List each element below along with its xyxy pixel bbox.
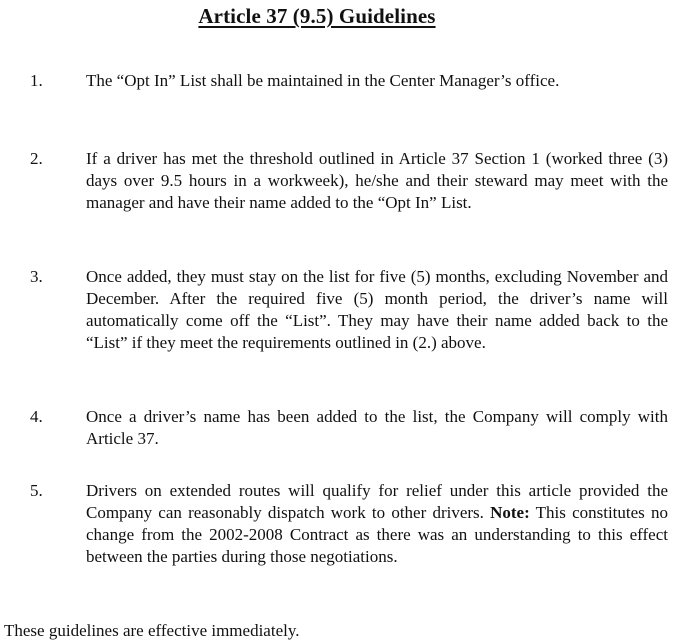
footer-text: These guidelines are effective immediately. (4, 621, 300, 640)
document-title: Article 37 (9.5) Guidelines (198, 4, 436, 28)
item-text: Once a driver’s name has been added to the list, the Company will comply with Article 37. (86, 407, 668, 448)
item-number: 3. (30, 267, 43, 286)
item-text-before-note: Drivers on extended routes will qualify for relief under this article provided the Company can reasonably dispatch work to other drivers. (86, 481, 668, 522)
item-number: 4. (30, 407, 43, 426)
item-text: If a driver has met the threshold outlined in Article 37 Section 1 (worked three (3) days over 9.5 hours in a workweek), he/she and their steward may meet with the manager and have their name added to the “Opt In” List. (86, 149, 668, 212)
note-label: Note: (490, 503, 530, 522)
item-number: 1. (30, 71, 43, 90)
item-text-after-note: This constitutes no change from the 2002-2008 Contract as there was an understanding to this effect between the parties during those negotiations. (86, 503, 668, 566)
item-text: Once added, they must stay on the list for five (5) months, excluding November and December. After the required five (5) month period, the driver’s name will automatically come off the “List”. They may have their name added back to the “List” if they meet the requirements outlined in (2.) above. (86, 267, 668, 352)
item-text: The “Opt In” List shall be maintained in the Center Manager’s office. (86, 71, 560, 90)
item-number: 2. (30, 149, 43, 168)
item-text (86, 480, 668, 568)
item-number: 5. (30, 481, 43, 500)
